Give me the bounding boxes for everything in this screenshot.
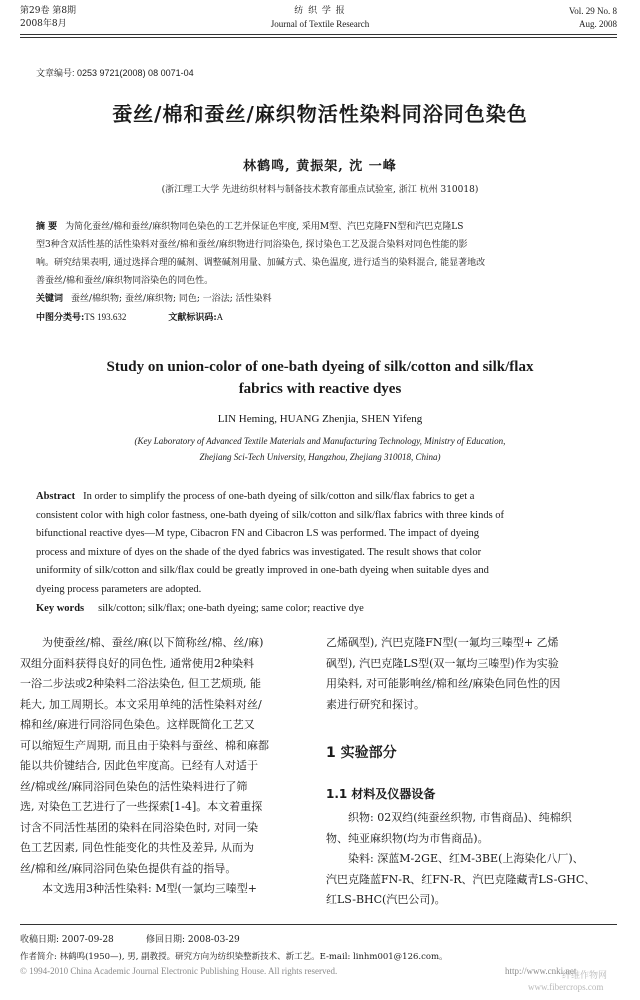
section-heading-1-1: 1.1 材料及仪器设备 (326, 787, 436, 801)
header-rule-thin (20, 37, 617, 38)
title-en-line-1: Study on union-color of one-bath dyeing of silk/cotton and silk/flax (106, 359, 534, 375)
abstract-cn-line-3: 响。研究结果表明, 通过选择合理的碱剂、调整碱剂用量、加碱方式、染色温度, 进行适当的染料混合, 能显著地改 (36, 258, 486, 268)
abstract-en (36, 488, 608, 618)
body-right-line: 乙烯砜型), 汽巴克隆FN型(一氟均三嗪型+ 乙烯 (326, 636, 559, 649)
body-right-line: 砜型), 汽巴克隆LS型(双一氟均三嗪型)作为实验 (326, 656, 559, 670)
received-date: 收稿日期: 2007-09-28 (20, 935, 114, 945)
section-heading-1: 1 实验部分 (326, 745, 397, 761)
watermark-cn: 纤维作物网 (562, 971, 608, 981)
body-left-line: 为使蚕丝/棉、蚕丝/麻(以下简称丝/棉、丝/麻) (42, 636, 264, 649)
body-right-column (326, 633, 620, 715)
body-right-line: 素进行研究和探讨。 (326, 697, 425, 711)
title-en (20, 356, 620, 400)
keywords-cn-text: 蚕丝/棉织物; 蚕丝/麻织物; 同色; 一浴法; 活性染料 (71, 294, 272, 304)
classification-value: TS 193.632 (84, 312, 127, 322)
authors-en: LIN Heming, HUANG Zhenjia, SHEN Yifeng (217, 413, 423, 425)
body-left-line: 棉和丝/麻进行同浴同色染色。这样既简化工艺又 (20, 718, 255, 731)
title-en-line-2: fabrics with reactive dyes (238, 381, 402, 397)
body-left-line: 本文选用3种活性染料: M型(一氯均三嗪型+ (42, 882, 257, 895)
keywords-cn-label: 关键词 (36, 294, 64, 304)
body-left-line: 能以共价键结合, 因此色牢度高。已经有人对适于 (20, 759, 258, 772)
body-right-line: 用染料, 对可能影响丝/棉和丝/麻染色同色性的因 (326, 677, 561, 690)
body-right-line: 汽巴克隆蓝FN-R、红FN-R、汽巴克隆藏青LS-GHC、 (326, 872, 596, 886)
copyright-notice: © 1994-2010 China Academic Journal Electronic Publishing House. All rights reserved. (20, 966, 338, 976)
doc-code-label: 文献标识码: (168, 313, 217, 323)
abstract-cn-label: 摘 要 (36, 222, 58, 232)
revised-date: 修回日期: 2008-03-29 (146, 935, 240, 945)
body-left-line: 双组分面料获得良好的同色性, 通常使用2种染料 (20, 656, 254, 670)
affiliation-en-line-2: Zhejiang Sci-Tech University, Hangzhou, Zhejiang 310018, China) (199, 452, 441, 462)
title-cn: 蚕丝/棉和蚕丝/麻织物活性染料同浴同色染色 (112, 102, 528, 126)
body-left-column (20, 633, 312, 900)
keywords-en-text: silk/cotton; silk/flax; one-bath dyeing; same color; reactive dye (98, 602, 364, 614)
cnki-url: http://www.cnki.net (505, 966, 577, 976)
body-left-line: 可以缩短生产周期, 而且由于染料与蚕丝、棉和麻都 (20, 738, 269, 752)
body-left-line: 讨含不同活性基团的染料在同浴染色时, 对同一染 (20, 820, 258, 834)
authors-cn: 林鹤鸣, 黄振架, 沈 一峰 (243, 159, 397, 174)
keywords-cn (36, 290, 606, 308)
doc-code-value: A (216, 312, 224, 322)
keywords-en (36, 600, 608, 619)
body-right-line: 染料: 深蓝M-2GE、红M-3BE(上海染化八厂)、 (348, 852, 584, 865)
affiliation-cn: (浙江理工大学 先进纺织材料与制备技术教育部重点试验室, 浙江 杭州 310018) (161, 185, 479, 195)
body-left-line: 丝/棉或丝/麻同浴同色染色的活性染料进行了筛 (20, 779, 248, 793)
abstract-en-line-6: dyeing process parameters are adopted. (36, 583, 202, 595)
abstract-en-line-5: uniformity of silk/cotton and silk/flax could be greatly improved in one-bath dyeing when suitable dyes and (36, 565, 489, 577)
materials-paragraph (326, 808, 620, 911)
header-journal-name-en: Journal of Textile Research (270, 19, 370, 29)
abstract-cn-line-1: 摘 要 为简化蚕丝/棉和蚕丝/麻织物同色染色的工艺并保证色牢度, 采用M型、汽巴克隆FN型和汽巴克隆LS (36, 222, 464, 232)
affiliation-en-line-1: (Key Laboratory of Advanced Textile Materials and Manufacturing Technology, Ministry of Education, (134, 436, 506, 446)
abstract-en-line-1: Abstract In order to simplify the process of one-bath dyeing of silk/cotton and silk/flax fabrics to get a (36, 491, 475, 502)
article-id: 文章编号: 0253 9721(2008) 08 0071-04 (36, 68, 194, 78)
author-bio: 作者简介: 林鹤鸣(1950—), 男, 副教授。研究方向为纺织染整新技术、新工艺。E-mail: linhm001@126.com。 (20, 952, 448, 962)
abstract-cn (36, 218, 606, 327)
body-left-line: 一浴二步法或2种染料二浴法染色, 但工艺烦琐, 能 (20, 677, 261, 690)
header-date: 2008年8月 (20, 19, 67, 29)
body-left-line: 色工艺因素, 同色性能变化的共性及差异, 从而为 (20, 841, 254, 854)
header-rule (20, 34, 617, 35)
header-volume-issue: 第29卷 第8期 (20, 6, 77, 16)
body-right-line: 红LS-BHC(汽巴公司)。 (326, 893, 446, 906)
body-left-line: 丝/棉和丝/麻同浴同色染色提供有益的指导。 (20, 861, 237, 875)
classification (36, 308, 606, 327)
body-left-line: 耗大, 加工周期长。本文采用单纯的活性染料对丝/ (20, 697, 262, 711)
header-journal-name-cn: 纺 织 学 报 (294, 6, 346, 16)
header-vol-no: Vol. 29 No. 8 (568, 6, 617, 16)
abstract-cn-line-4: 善蚕丝/棉和蚕丝/麻织物同浴染色的同色性。 (36, 276, 214, 286)
header-month: Aug. 2008 (579, 19, 617, 29)
body-right-line: 织物: 02双绉(纯蚕丝织物, 市售商品)、纯棉织 (348, 811, 572, 824)
footer-rule (20, 924, 617, 925)
keywords-en-label: Key words (36, 602, 85, 614)
abstract-en-line-4: process and mixture of dyes on the shade of the dyed fabrics was investigated. The result shows that color (36, 546, 482, 558)
abstract-en-label: Abstract (36, 491, 76, 502)
classification-label: 中图分类号: (36, 313, 85, 323)
body-left-line: 选, 对染色工艺进行了一些探索[1-4]。本文着重探 (20, 800, 263, 813)
abstract-en-line-3: bifunctional reactive dyes—M type, Cibacron FN and Cibacron LS was performed. The impact of dyeing (36, 528, 480, 540)
abstract-cn-line-2: 型3种含双活性基的活性染料对蚕丝/棉和蚕丝/麻织物进行同浴染色, 探讨染色工艺及混合染料对同色性能的影 (36, 240, 468, 250)
watermark-url: www.fibercrops.com (528, 982, 604, 992)
body-right-line: 物、纯亚麻织物(均为市售商品)。 (326, 831, 489, 845)
affiliation-en (20, 433, 620, 465)
abstract-en-line-2: consistent color with high color fastness, one-bath dyeing of silk/cotton and silk/flax fabrics with three kinds of (36, 509, 505, 521)
